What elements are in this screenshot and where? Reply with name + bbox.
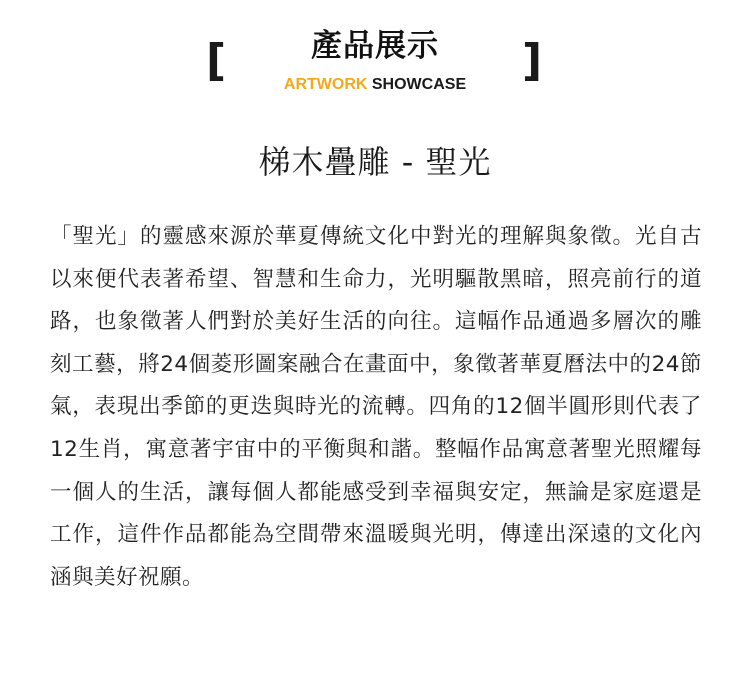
- right-bracket: ]: [522, 35, 543, 86]
- artwork-title: 梯木疊雕 - 聖光: [258, 143, 492, 181]
- artwork-description: 「聖光」的靈感來源於華夏傳統文化中對光的理解與象徵。光自古以來便代表著希望、智慧和生命力，光明驅散黑暗，照亮前行的道路，也象徵著人們對於美好生活的向往。這幅作品通過多層次的雕刻工藝，將24個菱形圖案融合在畫面中，象徵著華夏曆法中的24節氣，表現出季節的更迭與時光的流轉。四角的12個半圓形則代表了12生肖，寓意著宇宙中的平衡與和諧。整幅作品寓意著聖光照耀每一個人的生活，讓每個人都能感受到幸福與安定，無論是家庭還是工作，這件作品都能為空間帶來溫暖與光明，傳達出深遠的文化內涵與美好祝願。: [50, 224, 702, 590]
- section-header: [0, 0, 750, 110]
- subtitle-rest-word: SHOWCASE: [367, 76, 467, 93]
- section-title: 產品展示: [311, 28, 439, 64]
- section-subtitle: [0, 74, 750, 96]
- subtitle-accent-word: ARTWORK: [283, 76, 368, 93]
- left-bracket: [: [206, 35, 227, 86]
